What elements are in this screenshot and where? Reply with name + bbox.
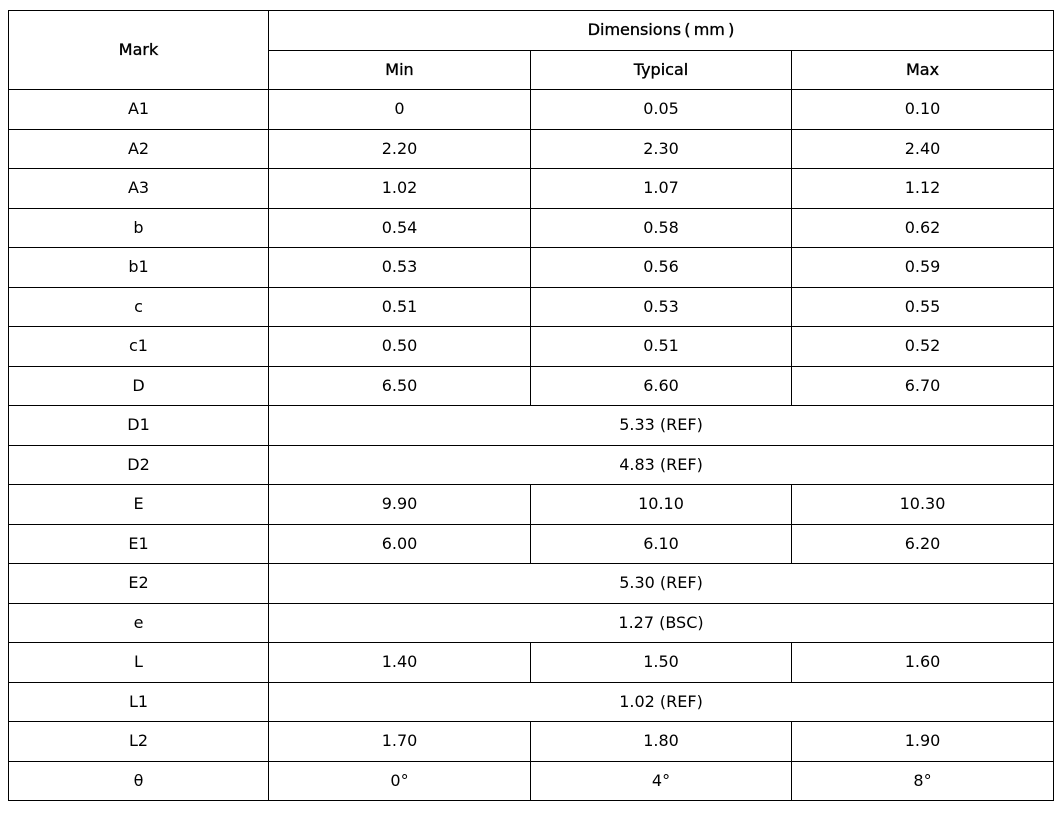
- mark-cell: b1: [9, 248, 269, 288]
- mark-cell: A3: [9, 169, 269, 209]
- table-row: [9, 287, 1054, 327]
- typical-cell: 0.51: [531, 327, 792, 367]
- spanned-value-cell: 1.27 (BSC): [269, 603, 1054, 643]
- mark-cell: c: [9, 287, 269, 327]
- typical-cell: 6.10: [531, 524, 792, 564]
- typical-cell: 10.10: [531, 485, 792, 525]
- max-cell: 6.70: [792, 366, 1054, 406]
- min-header: Min: [269, 50, 531, 90]
- table-row: [9, 169, 1054, 209]
- table-row: [9, 643, 1054, 683]
- typical-header: Typical: [531, 50, 792, 90]
- min-cell: 0°: [269, 761, 531, 801]
- typical-cell: 1.80: [531, 722, 792, 762]
- min-cell: 1.02: [269, 169, 531, 209]
- table-row: [9, 406, 1054, 446]
- table-row: [9, 603, 1054, 643]
- max-cell: 10.30: [792, 485, 1054, 525]
- max-cell: 0.59: [792, 248, 1054, 288]
- mark-cell: D1: [9, 406, 269, 446]
- table-row: [9, 485, 1054, 525]
- min-cell: 1.70: [269, 722, 531, 762]
- table-row: [9, 524, 1054, 564]
- mark-cell: E1: [9, 524, 269, 564]
- max-cell: 1.60: [792, 643, 1054, 683]
- max-cell: 0.10: [792, 90, 1054, 130]
- mark-cell: b: [9, 208, 269, 248]
- mark-cell: E2: [9, 564, 269, 604]
- min-cell: 0.53: [269, 248, 531, 288]
- min-cell: 0.50: [269, 327, 531, 367]
- dimensions-table: [8, 10, 1054, 801]
- min-cell: 9.90: [269, 485, 531, 525]
- min-cell: 0.54: [269, 208, 531, 248]
- table-body: [9, 90, 1054, 801]
- typical-cell: 0.05: [531, 90, 792, 130]
- table-row: [9, 327, 1054, 367]
- dimensions-group-header: Dimensions ( mm ): [269, 11, 1054, 51]
- table-row: [9, 248, 1054, 288]
- mark-cell: E: [9, 485, 269, 525]
- max-cell: 8°: [792, 761, 1054, 801]
- max-cell: 0.52: [792, 327, 1054, 367]
- max-cell: 2.40: [792, 129, 1054, 169]
- table-row: [9, 208, 1054, 248]
- min-cell: 0: [269, 90, 531, 130]
- spanned-value-cell: 1.02 (REF): [269, 682, 1054, 722]
- mark-cell: c1: [9, 327, 269, 367]
- min-cell: 2.20: [269, 129, 531, 169]
- table-header: [9, 11, 1054, 90]
- mark-cell: D2: [9, 445, 269, 485]
- typical-cell: 4°: [531, 761, 792, 801]
- min-cell: 6.00: [269, 524, 531, 564]
- mark-cell: L2: [9, 722, 269, 762]
- max-cell: 0.62: [792, 208, 1054, 248]
- mark-cell: A2: [9, 129, 269, 169]
- max-header: Max: [792, 50, 1054, 90]
- max-cell: 0.55: [792, 287, 1054, 327]
- typical-cell: 0.53: [531, 287, 792, 327]
- max-cell: 1.90: [792, 722, 1054, 762]
- table-row: [9, 366, 1054, 406]
- typical-cell: 2.30: [531, 129, 792, 169]
- table-row: [9, 682, 1054, 722]
- mark-cell: θ: [9, 761, 269, 801]
- table-row: [9, 90, 1054, 130]
- mark-cell: D: [9, 366, 269, 406]
- typical-cell: 1.07: [531, 169, 792, 209]
- mark-cell: e: [9, 603, 269, 643]
- table-row: [9, 445, 1054, 485]
- table-row: [9, 564, 1054, 604]
- max-cell: 1.12: [792, 169, 1054, 209]
- mark-header: Mark: [9, 11, 269, 90]
- max-cell: 6.20: [792, 524, 1054, 564]
- mark-cell: L: [9, 643, 269, 683]
- mark-cell: A1: [9, 90, 269, 130]
- spanned-value-cell: 5.30 (REF): [269, 564, 1054, 604]
- table-row: [9, 722, 1054, 762]
- typical-cell: 0.58: [531, 208, 792, 248]
- spanned-value-cell: 5.33 (REF): [269, 406, 1054, 446]
- table-row: [9, 761, 1054, 801]
- min-cell: 0.51: [269, 287, 531, 327]
- min-cell: 6.50: [269, 366, 531, 406]
- spanned-value-cell: 4.83 (REF): [269, 445, 1054, 485]
- min-cell: 1.40: [269, 643, 531, 683]
- typical-cell: 1.50: [531, 643, 792, 683]
- table-row: [9, 129, 1054, 169]
- header-row-top: [9, 11, 1054, 51]
- mark-cell: L1: [9, 682, 269, 722]
- typical-cell: 6.60: [531, 366, 792, 406]
- typical-cell: 0.56: [531, 248, 792, 288]
